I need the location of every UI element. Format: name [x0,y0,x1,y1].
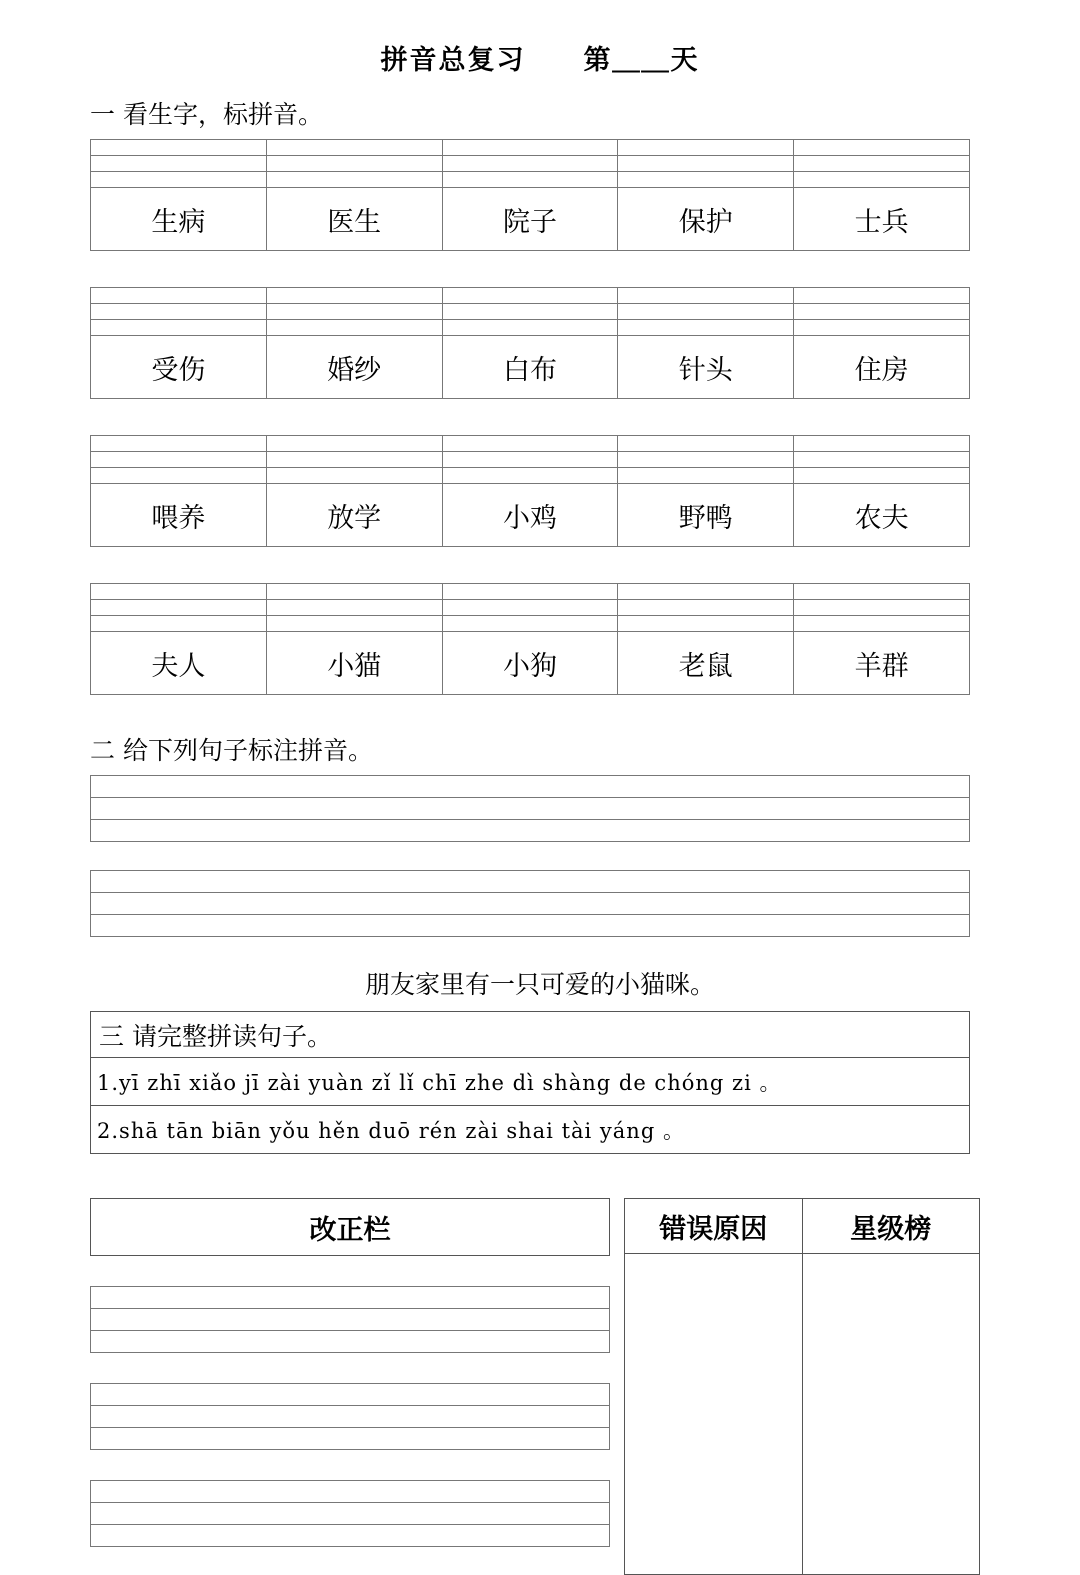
pinyin-blank-cell[interactable] [442,140,618,156]
blank-line-cell[interactable] [91,1481,610,1503]
score-table [624,1198,980,1575]
blank-line-row[interactable] [91,1384,610,1406]
blank-line-row[interactable] [91,893,970,915]
pinyin-blank-cell[interactable] [91,156,267,172]
pinyin-blank-cell[interactable] [794,600,970,616]
blank-line-row[interactable] [91,798,970,820]
blank-line-row[interactable] [91,776,970,798]
blank-line-cell[interactable] [91,1287,610,1309]
pinyin-sentence-row [91,1058,970,1106]
blank-line-cell[interactable] [91,915,970,937]
pinyin-blank-row[interactable] [91,616,970,632]
blank-line-cell[interactable] [91,893,970,915]
pinyin-blank-cell[interactable] [442,304,618,320]
pinyin-blank-row[interactable] [91,600,970,616]
word-cell: 小狗 [442,632,618,695]
pinyin-blank-cell[interactable] [266,156,442,172]
blank-line-cell[interactable] [91,776,970,798]
pinyin-blank-cell[interactable] [442,600,618,616]
pinyin-blank-cell[interactable] [91,304,267,320]
pinyin-sentence-row [91,1106,970,1154]
blank-line-cell[interactable] [91,1406,610,1428]
pinyin-blank-cell[interactable] [442,320,618,336]
pinyin-blank-cell[interactable] [618,320,794,336]
table-row [91,632,970,695]
blank-line-row[interactable] [91,820,970,842]
pinyin-blank-cell[interactable] [91,600,267,616]
pinyin-blank-cell[interactable] [794,320,970,336]
word-cell: 住房 [794,336,970,399]
pinyin-blank-cell[interactable] [794,304,970,320]
page-title: 拼音总复习 第＿＿天 [380,45,700,76]
table-row [625,1199,980,1254]
error-reason-header: 错误原因 [625,1199,803,1254]
section-two-heading: 二 给下列句子标注拼音。 [90,736,373,765]
section-one-heading: 一 看生字，标拼音。 [90,100,323,129]
correction-lines-3 [90,1480,610,1547]
sentence-pinyin-lines-1 [90,775,970,842]
bottom-area [0,1198,1080,1538]
table-row [91,1199,610,1256]
word-table-row-4 [90,583,970,695]
pinyin-blank-cell[interactable] [618,436,794,452]
pinyin-blank-cell[interactable] [91,172,267,188]
table-row [91,484,970,547]
pinyin-blank-cell[interactable] [618,600,794,616]
pinyin-blank-row[interactable] [91,140,970,156]
star-rank-header: 星级榜 [802,1199,980,1254]
word-cell: 野鸭 [618,484,794,547]
blank-line-row[interactable] [91,871,970,893]
blank-line-row[interactable] [91,1503,610,1525]
word-cell: 受伤 [91,336,267,399]
pinyin-blank-row[interactable] [91,288,970,304]
word-cell: 士兵 [794,188,970,251]
pinyin-sentence-1: 1.yī zhī xiǎo jī zài yuàn zǐ lǐ chī zhe dì shàng de chóng zi 。 [97,1070,782,1095]
word-table-row-1 [90,139,970,251]
pinyin-blank-row[interactable] [91,468,970,484]
word-cell: 院子 [442,188,618,251]
pinyin-blank-row[interactable] [91,584,970,600]
pinyin-blank-cell[interactable] [794,288,970,304]
correction-lines-2 [90,1383,610,1450]
blank-line-cell[interactable] [91,798,970,820]
pinyin-blank-row[interactable] [91,156,970,172]
blank-line-row[interactable] [91,1428,610,1450]
word-cell: 婚纱 [266,336,442,399]
section-three-box [90,1011,970,1154]
pinyin-blank-cell[interactable] [618,468,794,484]
word-cell: 羊群 [794,632,970,695]
pinyin-blank-cell[interactable] [794,616,970,632]
pinyin-blank-cell[interactable] [442,584,618,600]
word-cell: 医生 [266,188,442,251]
word-cell: 小猫 [266,632,442,695]
word-table-row-2 [90,287,970,399]
blank-line-cell[interactable] [91,1428,610,1450]
blank-line-row[interactable] [91,1287,610,1309]
word-cell: 夫人 [91,632,267,695]
pinyin-blank-cell[interactable] [442,616,618,632]
pinyin-blank-cell[interactable] [618,304,794,320]
word-cell: 喂养 [91,484,267,547]
correction-header-table [90,1198,610,1256]
table-row [91,188,970,251]
pinyin-blank-cell[interactable] [618,156,794,172]
pinyin-blank-cell[interactable] [794,452,970,468]
pinyin-blank-cell[interactable] [618,616,794,632]
blank-line-cell[interactable] [91,820,970,842]
pinyin-blank-row[interactable] [91,304,970,320]
pinyin-blank-cell[interactable] [266,288,442,304]
correction-lines-1 [90,1286,610,1353]
pinyin-blank-row[interactable] [91,320,970,336]
example-sentence: 朋友家里有一只可爱的小猫咪。 [364,970,715,999]
word-cell: 针头 [618,336,794,399]
pinyin-blank-cell[interactable] [91,452,267,468]
pinyin-sentence-cell-1 [91,1058,970,1106]
pinyin-blank-cell[interactable] [442,172,618,188]
pinyin-blank-cell[interactable] [266,436,442,452]
pinyin-blank-row[interactable] [91,436,970,452]
pinyin-blank-cell[interactable] [91,140,267,156]
pinyin-blank-cell[interactable] [266,320,442,336]
blank-line-cell[interactable] [91,871,970,893]
blank-line-row[interactable] [91,1331,610,1353]
pinyin-blank-cell[interactable] [91,468,267,484]
word-cell: 白布 [442,336,618,399]
pinyin-sentence-cell-2 [91,1106,970,1154]
table-row [625,1254,980,1575]
pinyin-blank-cell[interactable] [618,140,794,156]
word-cell: 农夫 [794,484,970,547]
pinyin-blank-cell[interactable] [618,172,794,188]
pinyin-blank-cell[interactable] [794,172,970,188]
pinyin-blank-cell[interactable] [266,616,442,632]
pinyin-sentence-2: 2.shā tān biān yǒu hěn duō rén zài shai tài yáng 。 [97,1118,685,1143]
pinyin-blank-cell[interactable] [266,172,442,188]
error-reason-cell[interactable] [625,1254,803,1575]
pinyin-blank-row[interactable] [91,452,970,468]
pinyin-blank-cell[interactable] [266,452,442,468]
word-cell: 放学 [266,484,442,547]
blank-line-row[interactable] [91,1406,610,1428]
pinyin-blank-cell[interactable] [91,584,267,600]
pinyin-blank-cell[interactable] [442,468,618,484]
pinyin-blank-cell[interactable] [794,584,970,600]
pinyin-blank-cell[interactable] [91,616,267,632]
star-rank-cell[interactable] [802,1254,980,1575]
pinyin-blank-cell[interactable] [442,436,618,452]
blank-line-cell[interactable] [91,1309,610,1331]
pinyin-blank-cell[interactable] [618,584,794,600]
pinyin-blank-cell[interactable] [618,452,794,468]
pinyin-blank-cell[interactable] [266,140,442,156]
pinyin-blank-cell[interactable] [794,468,970,484]
pinyin-blank-row[interactable] [91,172,970,188]
pinyin-blank-cell[interactable] [266,584,442,600]
section-three-heading: 三 请完整拼读句子。 [91,1012,970,1058]
pinyin-blank-cell[interactable] [91,288,267,304]
pinyin-blank-cell[interactable] [618,288,794,304]
pinyin-blank-cell[interactable] [91,320,267,336]
blank-line-cell[interactable] [91,1503,610,1525]
correction-column [90,1198,610,1547]
section-three-heading-row [91,1012,970,1058]
blank-line-row[interactable] [91,915,970,937]
pinyin-blank-cell[interactable] [266,304,442,320]
word-cell: 生病 [91,188,267,251]
pinyin-blank-cell[interactable] [442,156,618,172]
blank-line-row[interactable] [91,1481,610,1503]
pinyin-blank-cell[interactable] [442,452,618,468]
table-row [91,336,970,399]
word-table-row-3 [90,435,970,547]
blank-line-cell[interactable] [91,1384,610,1406]
sentence-pinyin-lines-2 [90,870,970,937]
word-cell: 小鸡 [442,484,618,547]
word-cell: 老鼠 [618,632,794,695]
word-cell: 保护 [618,188,794,251]
pinyin-blank-cell[interactable] [794,140,970,156]
pinyin-blank-cell[interactable] [794,436,970,452]
pinyin-blank-cell[interactable] [442,288,618,304]
pinyin-blank-cell[interactable] [266,468,442,484]
pinyin-blank-cell[interactable] [794,156,970,172]
pinyin-blank-cell[interactable] [266,600,442,616]
pinyin-blank-cell[interactable] [91,436,267,452]
correction-header-label: 改正栏 [91,1199,610,1256]
blank-line-cell[interactable] [91,1331,610,1353]
blank-line-row[interactable] [91,1309,610,1331]
